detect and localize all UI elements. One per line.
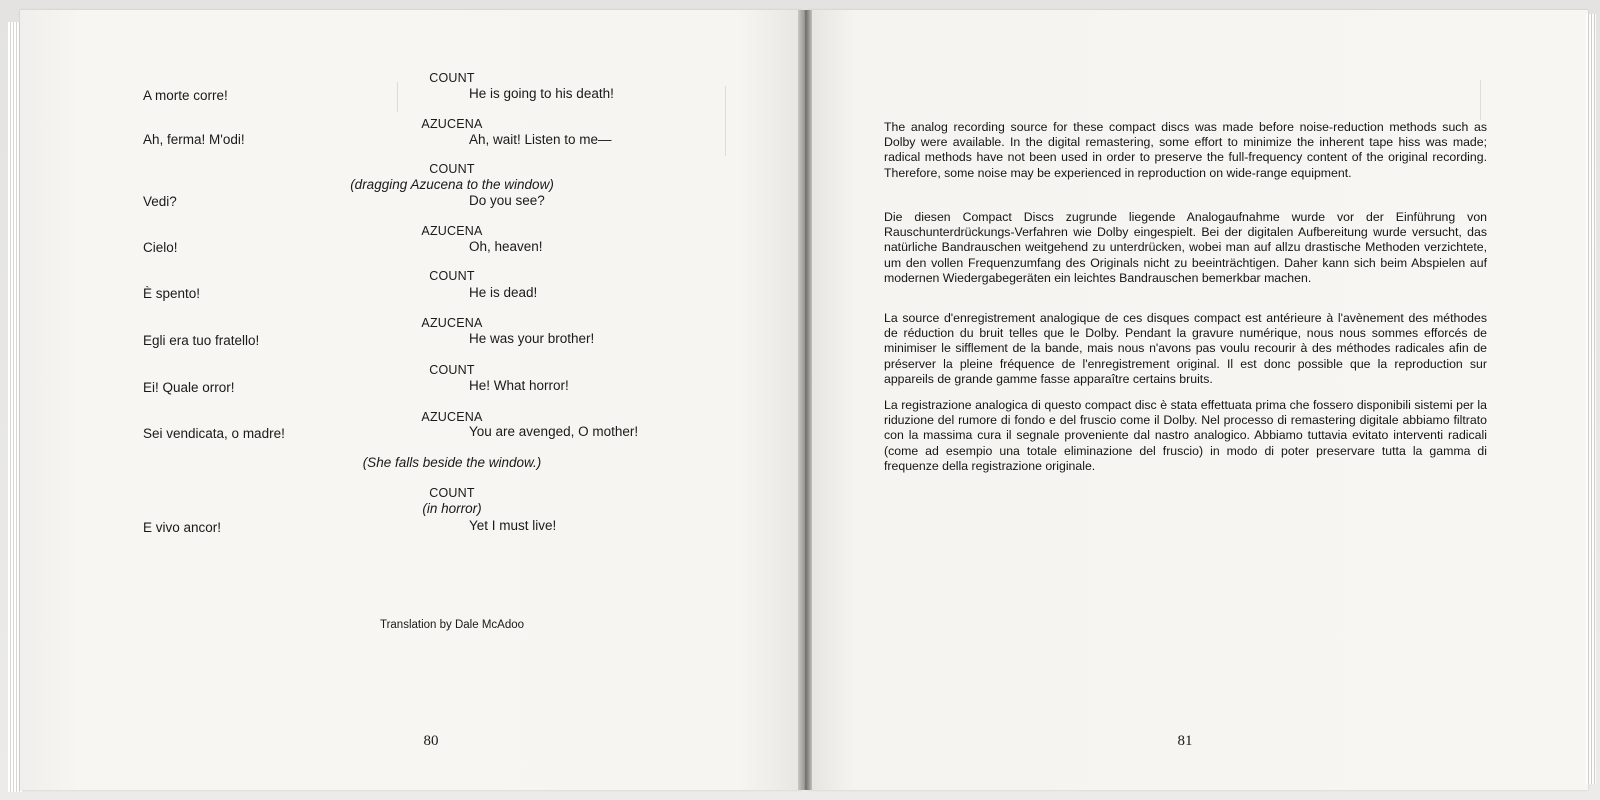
page-number-right: 81 (1177, 733, 1193, 749)
speaker-label: AZUCENA (421, 316, 483, 330)
english-line: Yet I must live! (469, 518, 557, 533)
italian-line: È spento! (143, 286, 201, 301)
italian-line: A morte corre! (143, 88, 228, 103)
speaker-label: COUNT (429, 363, 475, 377)
italian-line: Cielo! (143, 240, 178, 255)
notice-english: The analog recording source for these compact discs was made before noise-reduction methods such as Dolby were available. In the digital remastering, some effort to minimize the inherent tape hiss was made; radical methods have not been used in order to preserve the full-frequency content of the original recording. Therefore, some noise may be experienced in reproduction on wide-range equipment. (884, 120, 1487, 180)
english-line: He! What horror! (469, 378, 569, 393)
english-line: He is going to his death! (469, 86, 614, 101)
page-number-left: 80 (423, 733, 439, 749)
book-gutter (798, 10, 812, 790)
italian-line: E vivo ancor! (143, 520, 222, 535)
speaker-label: AZUCENA (421, 410, 483, 424)
english-line: Oh, heaven! (469, 239, 543, 254)
stage-direction: (She falls beside the window.) (362, 455, 542, 470)
notice-italian: La registrazione analogica di questo compact disc è stata effettuata prima che fossero disponibili sistemi per la riduzione del rumore di fondo e del fruscio come il Dolby. Nel processo di remastering digitale abbiamo filtrato con la massima cura il segnale proveniente dal nastro analogico. Abbiamo tuttavia evitato interventi radicali (come ad esempio una totale eliminazione del fruscio) in modo di poter preservare tutta la gamma di frequenze della registrazione originale. (884, 398, 1487, 473)
speaker-label: COUNT (429, 162, 475, 176)
italian-line: Ei! Quale orror! (143, 380, 235, 395)
english-line: Do you see? (469, 193, 545, 208)
show-through-rule (725, 86, 726, 156)
speaker-label: AZUCENA (421, 117, 483, 131)
show-through-rule (1480, 80, 1481, 120)
speaker-label: COUNT (429, 71, 475, 85)
italian-line: Egli era tuo fratello! (143, 333, 260, 348)
english-line: He was your brother! (469, 331, 595, 346)
english-line: Ah, wait! Listen to me— (469, 132, 612, 147)
show-through-rule (397, 82, 398, 112)
speaker-label: COUNT (429, 486, 475, 500)
italian-line: Ah, ferma! M'odi! (143, 132, 245, 147)
notice-french: La source d'enregistrement analogique de ces disques compact est antérieure à l'avènement des méthodes de réduction du bruit telles que le Dolby. Pendant la gravure numérique, nous nous sommes efforcés de minimiser le sifflement de la bande, mais nous n'avons pas voulu recourir à des méthodes radicales afin de préserver la pleine fréquence de l'enregistrement original. Il est donc possible que la reproduction sur appareils de grande gamme fasse apparaître certains bruits. (884, 311, 1487, 386)
notice-german: Die diesen Compact Discs zugrunde liegende Analogaufnahme wurde vor der Einführung von Rauschunterdrückungs-Verfahren wie Dolby eingespielt. Bei der digitalen Aufbereitung wurde versucht, das natürliche Bandrauschen weitgehend zu unterdrücken, wobei man auf allzu drastische Methoden verzichtete, um den vollen Frequenzumfang des Originals nicht zu beeinträchtigen. Daher kann sich beim Abspielen auf modernen Wiedergabegeräten ein leichtes Bandrauschen bemerkbar machen. (884, 210, 1487, 285)
page-edge-right (1586, 14, 1596, 784)
stage-direction: (in horror) (422, 501, 482, 516)
english-line: He is dead! (469, 285, 538, 300)
translation-credit: Translation by Dale McAdoo (379, 619, 525, 631)
stage-direction: (dragging Azucena to the window) (350, 177, 554, 192)
italian-line: Sei vendicata, o madre! (143, 426, 285, 441)
speaker-label: COUNT (429, 269, 475, 283)
italian-line: Vedi? (143, 194, 177, 209)
speaker-label: AZUCENA (421, 224, 483, 238)
english-line: You are avenged, O mother! (469, 424, 639, 439)
